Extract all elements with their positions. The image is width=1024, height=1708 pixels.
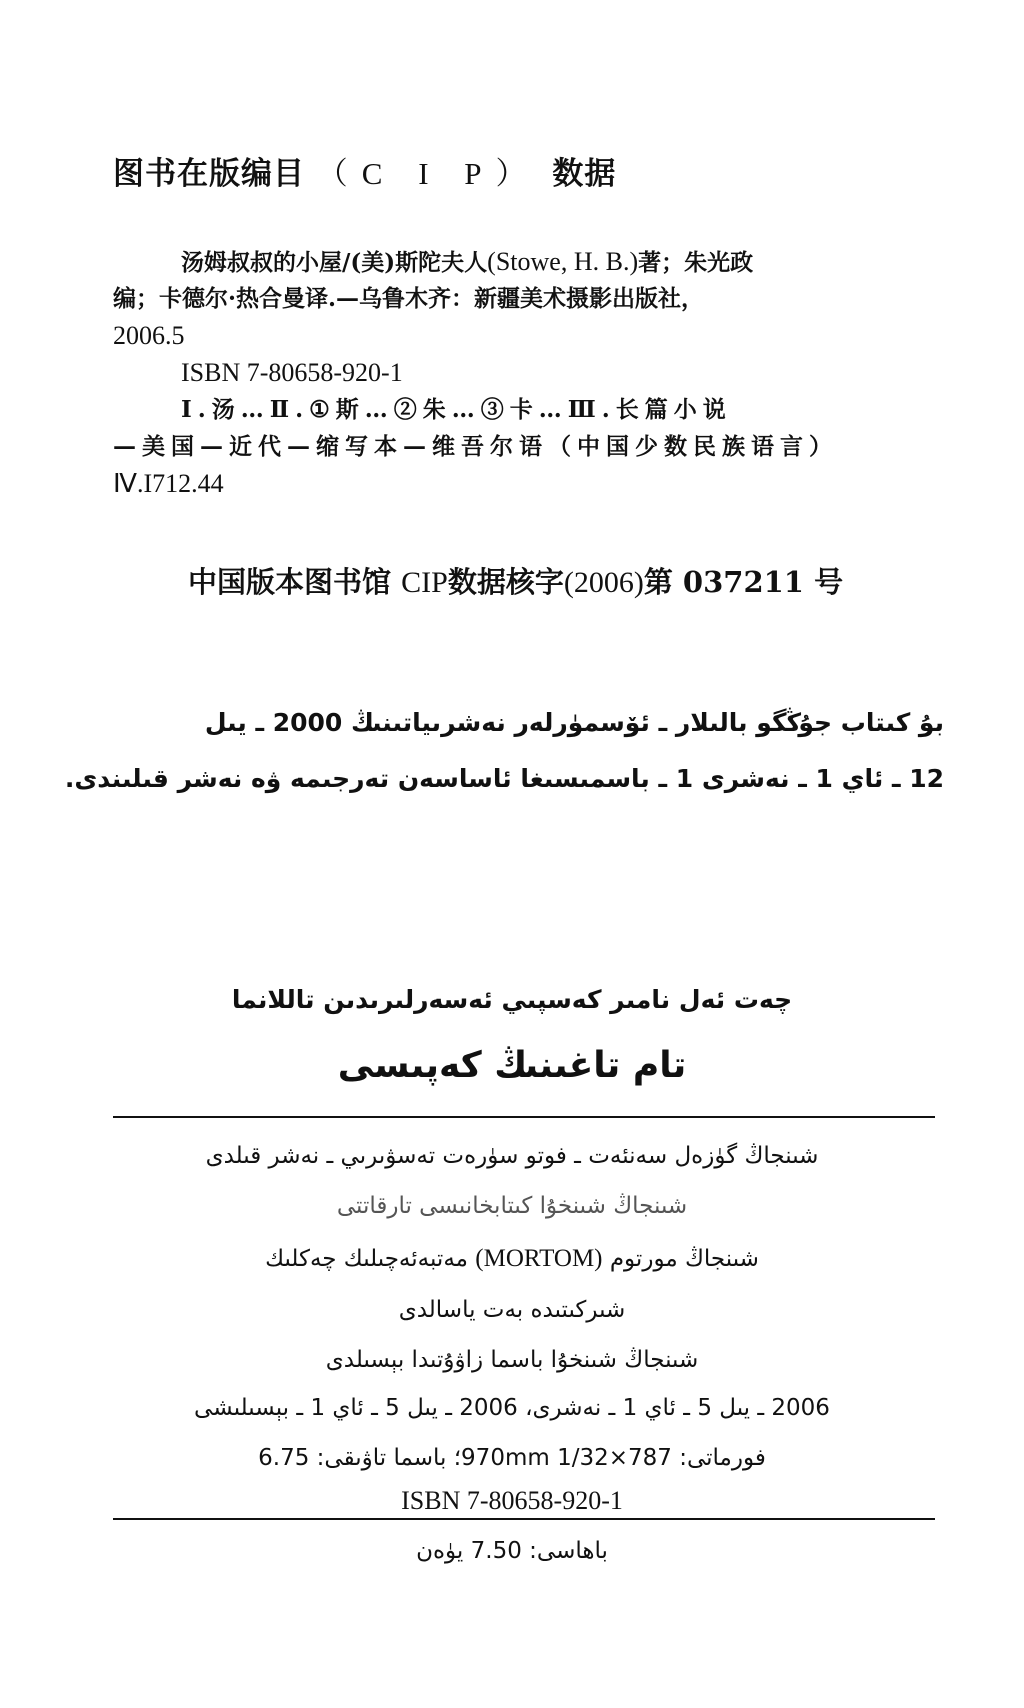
translation-note-line-2: 12 ـ ئاي 1 ـ نەشرى 1 ـ باسمىسىغا ئاساسەن تەرجىمە ۋە نەشر قىلىندى. xyxy=(64,764,944,793)
verify-cip: CIP xyxy=(401,566,448,599)
imprint-format: فورماتى: 787×970mm 1/32؛ باسما تاۋىقى: 6.75 xyxy=(258,1445,766,1471)
translation-note-line-1: بۇ كىتاب جۇڭگو بالىلار ـ ئۆسمۈرلەر نەشرىياتىنىڭ 2000 ـ يىل xyxy=(204,708,944,737)
verify-mid: 数据核字 xyxy=(447,565,564,599)
imprint-typesetting: شىركىتىدە بەت ياسالدى xyxy=(398,1297,626,1323)
imprint-printer: شىنجاڭ شىنخۇا باسما زاۋۇتىدا بېسىلدى xyxy=(325,1347,699,1373)
divider-bottom xyxy=(113,1518,935,1520)
verify-end: 第 037211 号 xyxy=(643,565,844,599)
imprint-distributor: شىنجاڭ شىنخۇا كىتابخانىسى تارقاتتى xyxy=(336,1193,688,1219)
imprint-publisher: شىنجاڭ گۈزەل سەنئەت ـ فوتو سۈرەت تەسۋىرىي ـ نەشر قىلدى xyxy=(205,1143,819,1169)
verify-year: (2006) xyxy=(563,566,644,599)
cip-line-publisher: 编；卡德尔·热合曼译.—乌鲁木齐：新疆美术摄影出版社， xyxy=(113,285,705,312)
cip-heading-prefix: 图书在版编目 xyxy=(113,156,305,192)
cip-line-date: 2006.5 xyxy=(113,321,185,350)
cip-heading xyxy=(113,148,616,193)
cip-isbn: ISBN 7-80658-920-1 xyxy=(181,358,403,387)
series-name: چەت ئەل نامىر كەسپىي ئەسەرلىرىدىن تاللانما xyxy=(231,985,793,1014)
cip-classification-1: Ⅰ.汤…Ⅱ.①斯…②朱…③卡…Ⅲ.长篇小说 xyxy=(181,396,732,423)
cip-heading-suffix: 数据 xyxy=(552,156,617,192)
cip-verification xyxy=(188,560,843,601)
verify-prefix: 中国版本图书馆 xyxy=(188,565,392,599)
cip-record xyxy=(113,243,949,502)
imprint-isbn: ISBN 7-80658-920-1 xyxy=(401,1486,623,1515)
book-title: تام تاغىنىڭ كەپىسى xyxy=(337,1045,687,1086)
cip-title-end: 著；朱光政 xyxy=(638,249,754,276)
imprint-typesetter xyxy=(0,1245,1024,1273)
typesetter-latin: (MORTOM) xyxy=(475,1245,603,1272)
cip-classification-3: Ⅳ.I712.44 xyxy=(113,469,224,498)
cip-heading-cip: （C I P） xyxy=(316,156,541,191)
cip-classification-2: —美国—近代—缩写本—维吾尔语（中国少数民族语言） xyxy=(113,433,838,460)
divider-top xyxy=(113,1116,935,1118)
typesetter-start: شىنجاڭ مورتوم xyxy=(609,1246,759,1272)
cip-author-latin: (Stowe, H. B.) xyxy=(487,247,639,276)
cip-line-title xyxy=(113,243,949,280)
typesetter-end: مەتبەئەچىلىك چەكلىك xyxy=(265,1246,468,1272)
price: باھاسى: 7.50 يۈەن xyxy=(416,1538,608,1564)
imprint-edition: 2006 ـ يىل 5 ـ ئاي 1 ـ نەشرى، 2006 ـ يىل 5 ـ ئاي 1 ـ بېسىلىشى xyxy=(194,1395,830,1421)
cip-title-zh: 汤姆叔叔的小屋/(美)斯陀夫人 xyxy=(181,249,488,276)
